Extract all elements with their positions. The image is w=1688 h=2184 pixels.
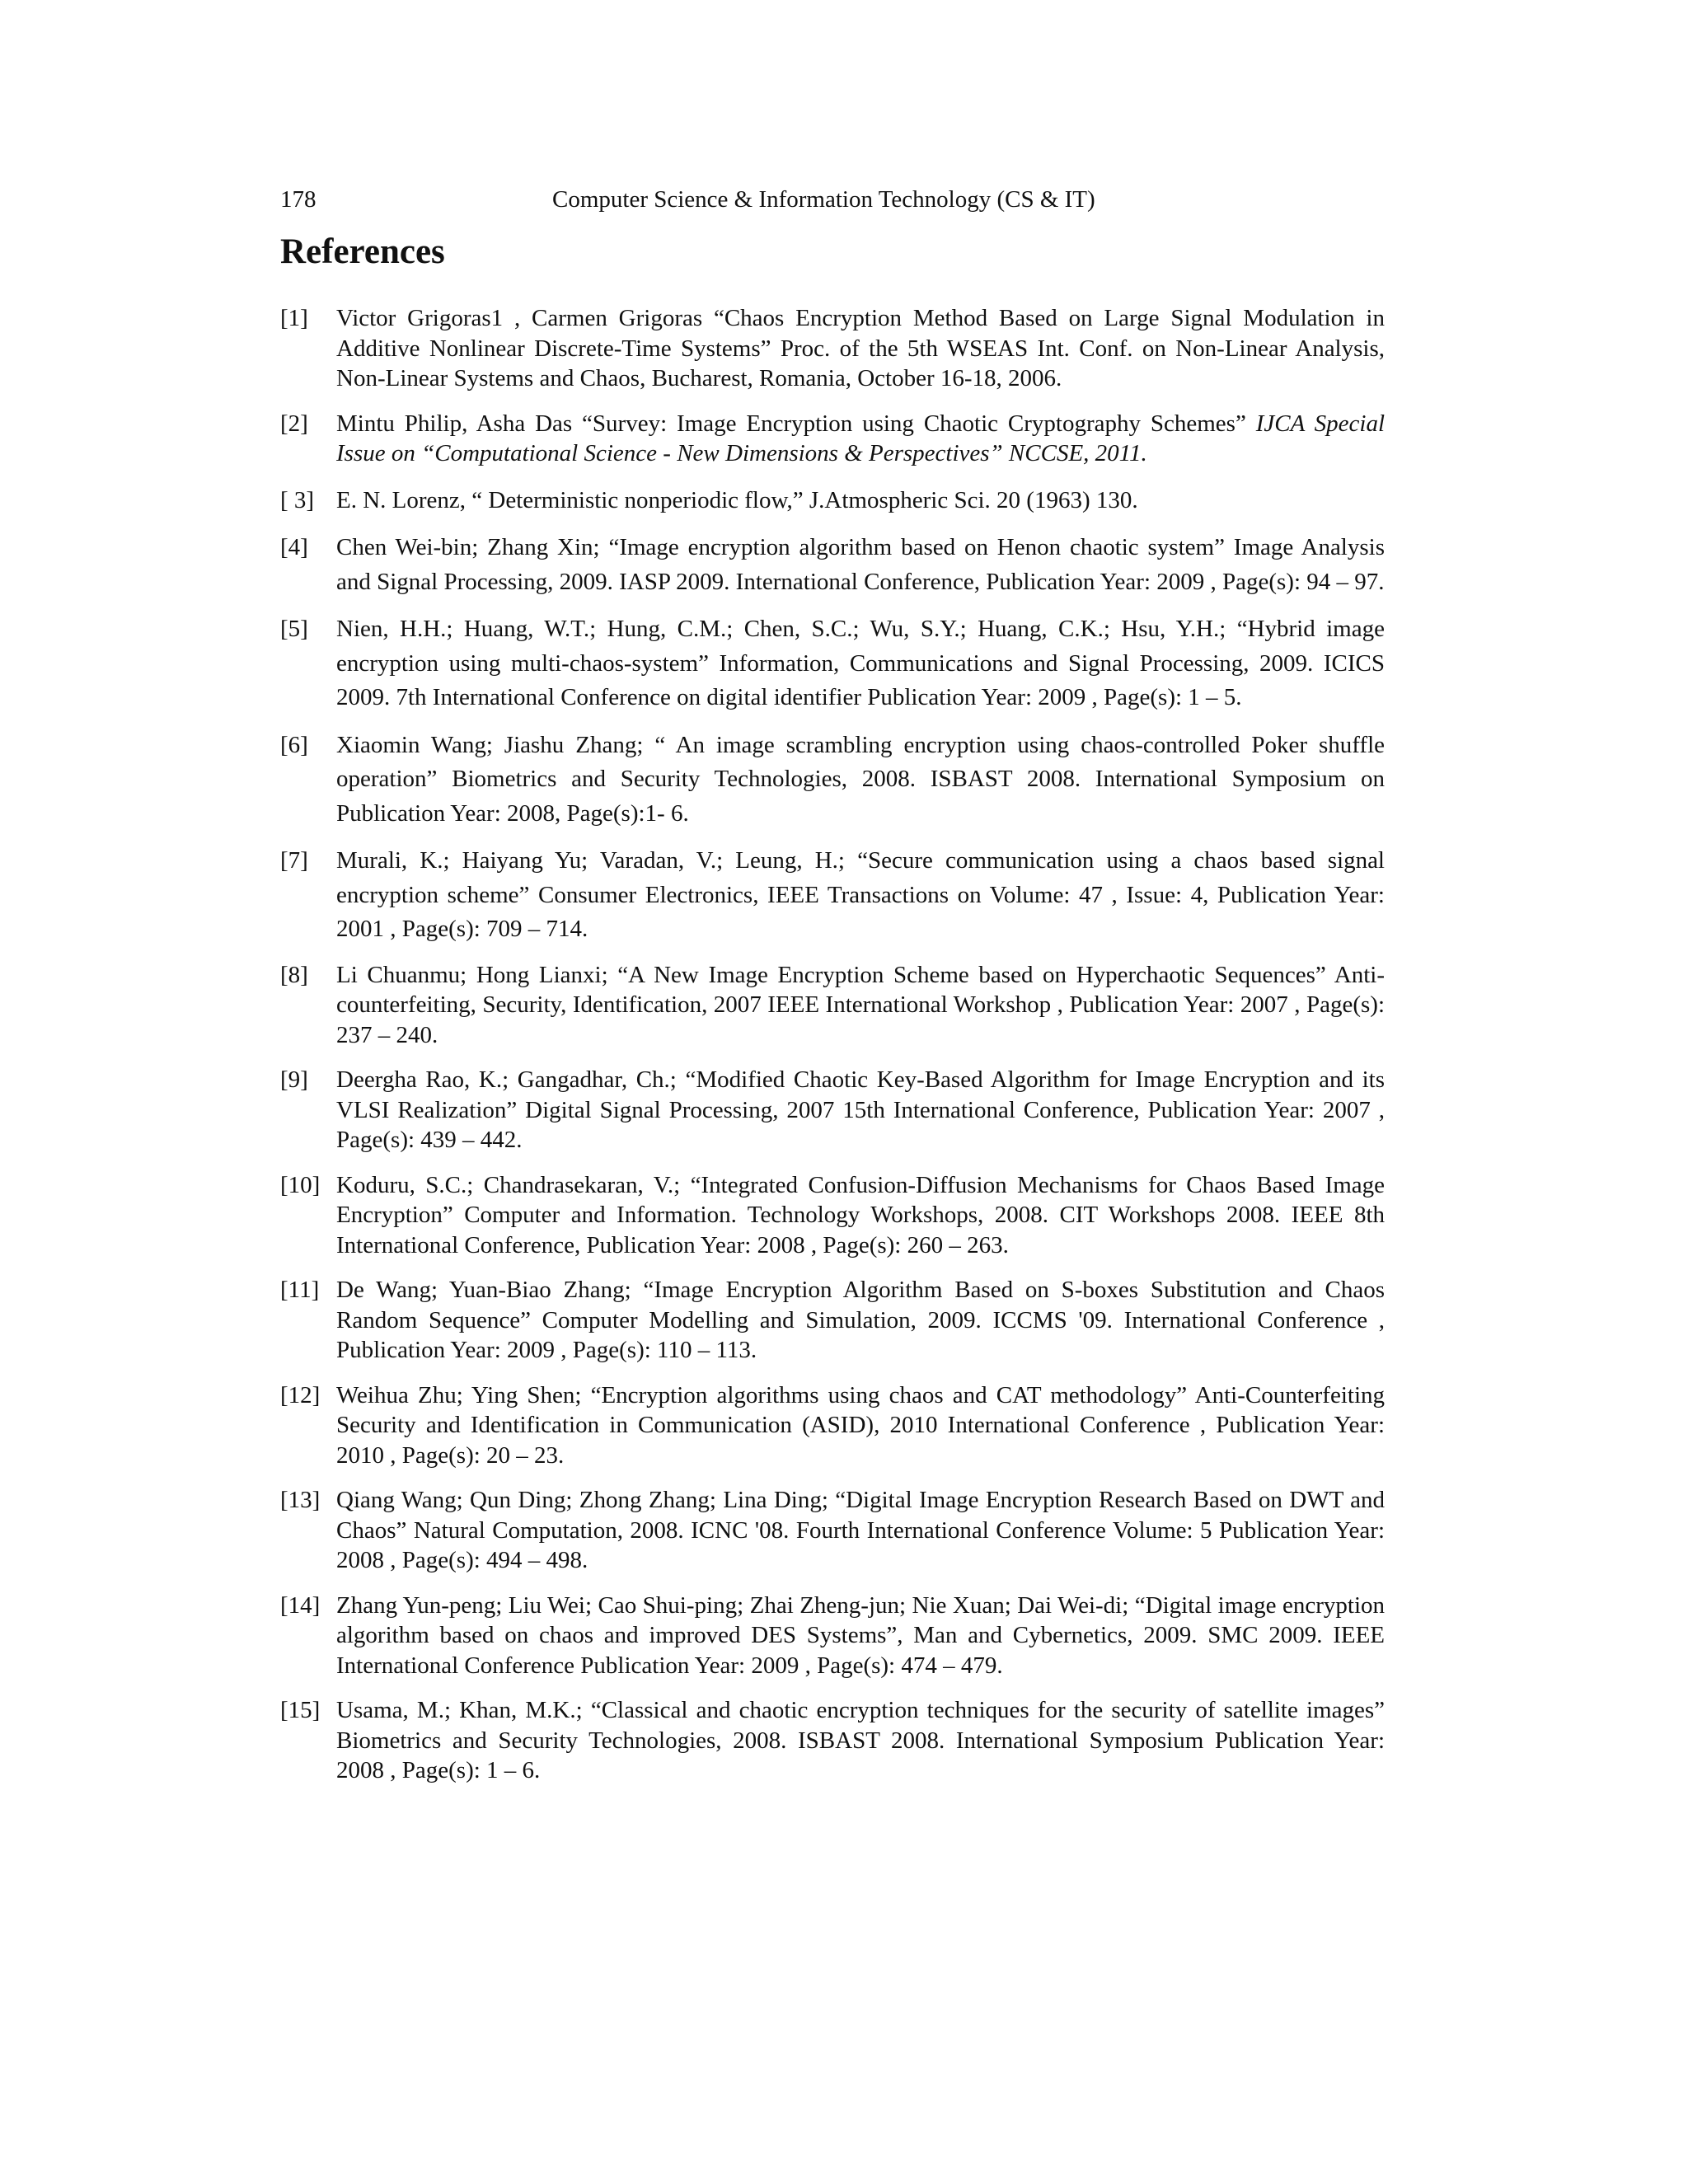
reference-item [280, 1485, 1385, 1576]
reference-number: [14] [280, 1591, 321, 1619]
section-title: References [280, 232, 445, 271]
reference-number: [4] [280, 534, 308, 560]
reference-number: [5] [280, 616, 308, 642]
reference-item [280, 844, 1385, 947]
reference-text: Usama, M.; Khan, M.K.; “Classical and chaotic encryption techniques for the security of satellite images” Biometrics and Security Technologies, 2008. ISBAST 2008. International Symposium Publication Year: 2008 , Page(s): 1 – 6. [336, 1697, 1385, 1783]
reference-number: [9] [280, 1066, 308, 1093]
reference-item [280, 1275, 1385, 1366]
reference-number: [ 3] [280, 486, 315, 513]
reference-text: Li Chuanmu; Hong Lianxi; “A New Image Encryption Scheme based on Hyperchaotic Sequences” Anti-counterfeiting, Security, Identification, 2007 IEEE International Workshop , Publication Year: 2007 , Page(s): 237 – 240. [336, 961, 1385, 1048]
reference-number: [11] [280, 1277, 320, 1303]
reference-item [280, 612, 1385, 715]
running-header [280, 183, 1385, 216]
reference-text: Mintu Philip, Asha Das “Survey: Image Encryption using Chaotic Cryptography Schemes” IJCA Special Issue on “Computational Science - New Dimensions & Perspectives” NCCSE, 2011. [336, 410, 1386, 466]
reference-text: Nien, H.H.; Huang, W.T.; Hung, C.M.; Chen, S.C.; Wu, S.Y.; Huang, C.K.; Hsu, Y.H.; “Hybrid image encryption using multi-chaos-system” Information, Communications and Signal Processing, 2009. ICICS 2009. 7th International Conference on digital identifier Publication Year: 2009 , Page(s): 1 – 5. [336, 616, 1385, 710]
reference-item [280, 1380, 1385, 1471]
reference-text: De Wang; Yuan-Biao Zhang; “Image Encryption Algorithm Based on S-boxes Substitution and Chaos Random Sequence” Computer Modelling and Simulation, 2009. ICCMS '09. International Conference , Publication Year: 2009 , Page(s): 110 – 113. [336, 1277, 1385, 1363]
reference-item [280, 484, 1385, 518]
reference-item [280, 1170, 1385, 1261]
reference-text: E. N. Lorenz, “ Deterministic nonperiodic flow,” J.Atmospheric Sci. 20 (1963) 130. [336, 486, 1138, 513]
reference-text: Zhang Yun-peng; Liu Wei; Cao Shui-ping; Zhai Zheng-jun; Nie Xuan; Dai Wei-di; “Digital image encryption algorithm based on chaos and improved DES Systems”, Man and Cybernetics, 2009. SMC 2009. IEEE International Conference Publication Year: 2009 , Page(s): 474 – 479. [336, 1591, 1385, 1679]
reference-item [280, 729, 1385, 832]
page-number: 178 [280, 186, 316, 213]
reference-number: [6] [280, 731, 308, 758]
reference-item [280, 1591, 1385, 1681]
reference-text: Murali, K.; Haiyang Yu; Varadan, V.; Leung, H.; “Secure communication using a chaos based signal encryption scheme” Consumer Electronics, IEEE Transactions on Volume: 47 , Issue: 4, Publication Year: 2001 , Page(s): 709 – 714. [336, 847, 1385, 942]
reference-number: [15] [280, 1697, 321, 1723]
reference-venue-italic: IJCA Special Issue on “Computational Science - New Dimensions & Perspectives” NCCSE, 2011. [336, 410, 1386, 466]
reference-text: Chen Wei-bin; Zhang Xin; “Image encryption algorithm based on Henon chaotic system” Image Analysis and Signal Processing, 2009. IASP 2009. International Conference, Publication Year: 2009 , Page(s): 94 – 97. [336, 534, 1385, 595]
reference-number: [10] [280, 1171, 321, 1198]
reference-list [280, 303, 1385, 1801]
reference-number: [2] [280, 410, 308, 437]
reference-number: [7] [280, 847, 308, 874]
reference-text: Qiang Wang; Qun Ding; Zhong Zhang; Lina Ding; “Digital Image Encryption Research Based on DWT and Chaos” Natural Computation, 2008. ICNC '08. Fourth International Conference Volume: 5 Publication Year: 2008 , Page(s): 494 – 498. [336, 1487, 1385, 1573]
reference-item [280, 1065, 1385, 1155]
reference-text: Deergha Rao, K.; Gangadhar, Ch.; “Modified Chaotic Key-Based Algorithm for Image Encryption and its VLSI Realization” Digital Signal Processing, 2007 15th International Conference, Publication Year: 2007 , Page(s): 439 – 442. [336, 1066, 1385, 1153]
reference-text: Victor Grigoras1 , Carmen Grigoras “Chaos Encryption Method Based on Large Signal Modulation in Additive Nonlinear Discrete-Time Systems” Proc. of the 5th WSEAS Int. Conf. on Non-Linear Analysis, Non-Linear Systems and Chaos, Bucharest, Romania, October 16-18, 2006. [336, 305, 1385, 391]
reference-item [280, 409, 1385, 469]
reference-number: [1] [280, 305, 308, 331]
reference-text: Weihua Zhu; Ying Shen; “Encryption algorithms using chaos and CAT methodology” Anti-Counterfeiting Security and Identification in Communication (ASID), 2010 International Conference , Publication Year: 2010 , Page(s): 20 – 23. [336, 1381, 1385, 1469]
journal-title: Computer Science & Information Technology (CS & IT) [552, 186, 1095, 213]
reference-text: Koduru, S.C.; Chandrasekaran, V.; “Integrated Confusion-Diffusion Mechanisms for Chaos Based Image Encryption” Computer and Information. Technology Workshops, 2008. CIT Workshops 2008. IEEE 8th International Conference, Publication Year: 2008 , Page(s): 260 – 263. [336, 1171, 1385, 1258]
reference-number: [13] [280, 1487, 321, 1513]
reference-item [280, 1695, 1385, 1786]
reference-item [280, 303, 1385, 394]
reference-number: [12] [280, 1381, 321, 1408]
reference-text: Xiaomin Wang; Jiashu Zhang; “ An image scrambling encryption using chaos-controlled Poker shuffle operation” Biometrics and Security Technologies, 2008. ISBAST 2008. International Symposium on Publication Year: 2008, Page(s):1- 6. [336, 731, 1385, 827]
reference-item [280, 960, 1385, 1051]
reference-number: [8] [280, 961, 308, 988]
reference-item [280, 531, 1385, 599]
